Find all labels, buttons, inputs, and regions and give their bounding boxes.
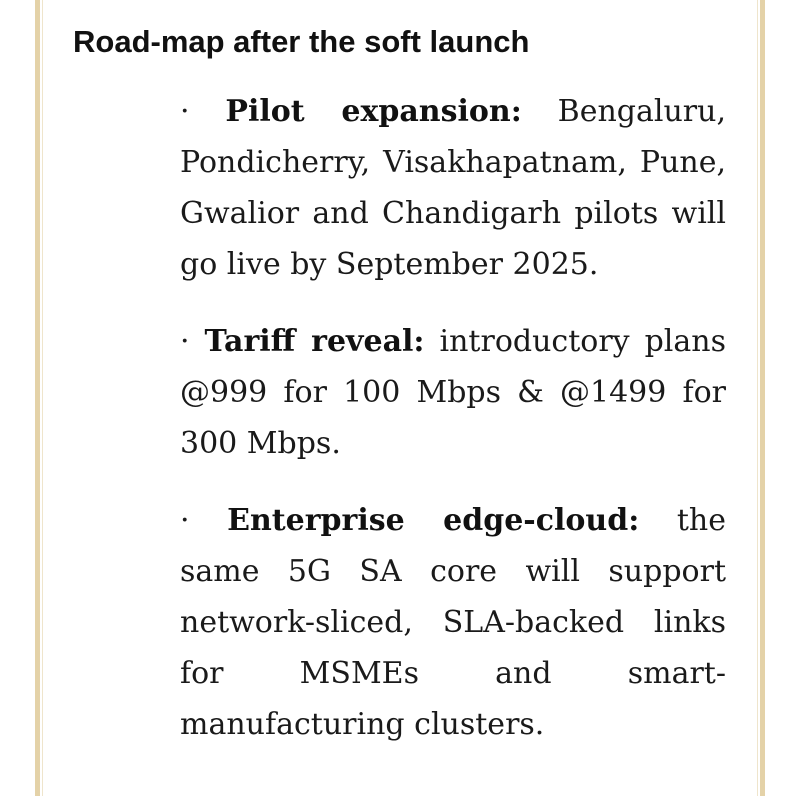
item-text: the same 5G SA core will support network-sliced, SLA-backed links for MSMEs and smart-manufacturing clusters. bbox=[180, 503, 726, 742]
bullet: · bbox=[180, 324, 190, 359]
roadmap-item-enterprise-edge-cloud bbox=[180, 495, 726, 750]
item-term: Pilot expansion: bbox=[225, 94, 522, 129]
item-text: Bengaluru, Pondicherry, Visakhapatnam, Pune, Gwalior and Chandigarh pilots will go live by September 2025. bbox=[180, 94, 726, 282]
roadmap-item-tariff-reveal bbox=[180, 316, 726, 469]
item-term: Tariff reveal: bbox=[204, 324, 425, 359]
frame-inner-line-right bbox=[757, 0, 758, 796]
section-heading: Road-map after the soft launch bbox=[73, 24, 530, 59]
bullet: · bbox=[180, 94, 190, 129]
roadmap-item-pilot-expansion bbox=[180, 86, 726, 290]
frame-inner-line-left bbox=[42, 0, 43, 796]
bullet: · bbox=[180, 503, 190, 538]
item-text: introductory plans @999 for 100 Mbps & @1499 for 300 Mbps. bbox=[180, 324, 727, 461]
roadmap-list bbox=[180, 86, 726, 776]
item-term: Enterprise edge-cloud: bbox=[227, 503, 640, 538]
